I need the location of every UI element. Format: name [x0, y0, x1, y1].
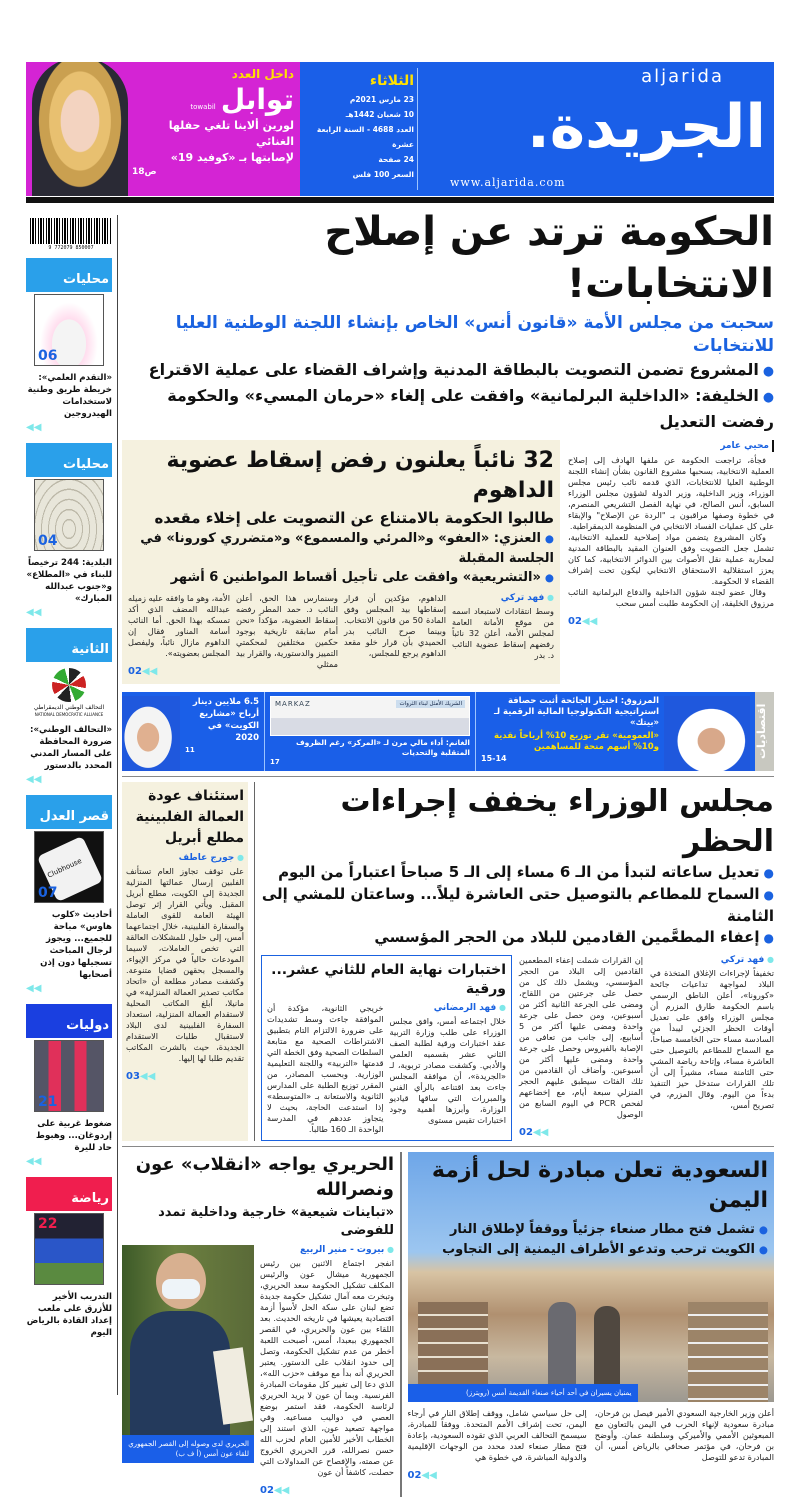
- economy-label: اقتصاديات: [755, 692, 774, 771]
- page-number: 07: [38, 885, 58, 901]
- paragraph: فجأة، تراجعت الحكومة عن ملفها الهادف إلى إصلاح العملية الانتخابية، بسحبها مشروع القانون بشأن إنشاء اللجنة الوطنية العليا للانتخابات، الذي قدمه نائب رئيس مجلس الوزراء، وزير الداخلية، وزير الدولة لشؤون مجلس الوزراء السابق، أنس الصالح، في نهاية الفصل التشريعي المنصرم، في خطوة وصفها مراقبون بـ "الردة عن الإصلاح" والإبقاء على كل عمليات الفساد الانتخابي في المنظومة الديمقراطية.: [568, 455, 774, 531]
- curfew-jump[interactable]: [519, 1120, 643, 1139]
- bullet-icon: ●: [544, 572, 554, 584]
- masthead: [26, 62, 774, 196]
- exams-columns: [267, 1003, 506, 1135]
- curfew-section: [261, 782, 774, 1141]
- yemen-photo: [408, 1152, 775, 1402]
- mp-story-box: [122, 440, 560, 684]
- mp-byline: ● فهد تركي: [452, 593, 554, 603]
- economy-band: [122, 692, 774, 771]
- yemen-section: [408, 1152, 775, 1497]
- sidebar-item[interactable]: [26, 795, 112, 994]
- curfew-column-wrap: [519, 955, 643, 1139]
- sidebar-divider: [117, 215, 118, 1395]
- bottom-row: [122, 1152, 774, 1497]
- page-number: 06: [38, 348, 58, 364]
- workers-byline: ● جورج عاطف: [126, 853, 244, 863]
- page-number: 21: [38, 1094, 58, 1110]
- person-figure: [594, 1306, 620, 1392]
- promo-label: داخل العدد: [231, 67, 294, 81]
- mp-bullet: [128, 568, 554, 588]
- sidebar-section-second[interactable]: الثانية: [26, 628, 112, 662]
- economy-photo-1: [664, 696, 750, 771]
- bullet-text: العنزي: «العفو» و«المرئي والمسموع» و«متضرري كورونا» في الجلسة المقبلة: [140, 531, 554, 566]
- mp-subhead: طالبوا الحكومة بالامتناع عن التصويت على إخلاء مقعده: [154, 509, 554, 527]
- page-number: 22: [38, 1216, 58, 1232]
- mp-jump[interactable]: [128, 659, 230, 678]
- sidebar-section-sports[interactable]: رياضة: [26, 1177, 112, 1211]
- arrow-icon: ◀◀: [141, 666, 158, 677]
- sidebar: [26, 258, 112, 1349]
- bullet-text: تشمل فتح مطار صنعاء جزئياً ووقفاً لإطلاق النار: [449, 1222, 755, 1237]
- economy-item-3[interactable]: [185, 692, 259, 771]
- mp-columns: [128, 593, 554, 678]
- bullet-text: تعديل ساعاته لتبدأ من الـ 6 مساء إلى الـ 5 صباحاً اعتباراً من اليوم: [278, 863, 760, 881]
- section-rule: [122, 1146, 774, 1147]
- curfew-bullet: [261, 884, 774, 927]
- promo-headline-1: لورين ألاينا تلغي حفلها الغنائي: [168, 119, 294, 148]
- lead-body: [568, 455, 774, 609]
- curfew-column: تخفيفاً لإجراءات الإغلاق المتخذة في البلاد لمواجهة تداعيات جائحة «كورونا»، أعلن الناطق الرسمي باسم الحكومة طارق المزرم أن مجلس الوزراء وافق على تعديل أوقات الحظر الجزئي ليبدأ من السادسة مساء حتى الخامسة صباحاً، مع السماح للمطاعم بالتوصيل حتى العاشرة مساء، وإتاحة رياضة المشي حتى الثامنة مساء، مشيراً إلى أن تلك القرارات ستدخل حيز التنفيذ بدءاً من اليوم. وقال المزرم، في تصريح أمس،: [650, 968, 774, 1110]
- sidebar-photo[interactable]: [34, 1040, 104, 1112]
- clubhouse-text: Clubhouse: [46, 856, 83, 880]
- hariri-photo-wrap: [122, 1245, 254, 1463]
- yemen-caption: يمنيان يسيران في أحد أحياء صنعاء القديمة أمس (رويترز): [408, 1384, 638, 1402]
- sidebar-item[interactable]: [26, 628, 112, 785]
- yemen-bullet: [414, 1220, 769, 1240]
- mp-column: وسنمارس هذا الحق، أعلن النائب د. حمد المطر رفضه إسقاط العضوية، مؤكداً «نحن أمام سابقة تاريخية بوجود حكمين مختلفين لمحكمتي التمييز والدستورية، والقرار بيد ممثلي: [236, 593, 338, 669]
- lead-byline: محيي عامر: [568, 440, 774, 452]
- page-number: 03: [126, 1071, 140, 1082]
- bullet-icon: ●: [763, 931, 774, 945]
- bullet-text: السماح للمطاعم بالتوصيل حتى العاشرة ليلاً... وساعتان للمشي إلى الثامنة: [261, 885, 774, 925]
- yemen-column-wrap: [408, 1408, 587, 1482]
- yemen-headline: السعودية تعلن مبادرة لحل أزمة اليمن: [431, 1158, 768, 1213]
- economy-headline: الغانم: أداء مالي مرن لـ «المركز» رغم الظروف المتقلبة والتحديات: [295, 738, 470, 757]
- sidebar-section-international[interactable]: دوليات: [26, 1004, 112, 1038]
- masthead-divider: [417, 68, 418, 190]
- arrow-icon: ◀◀: [581, 616, 598, 627]
- column-divider: [254, 782, 255, 1141]
- hariri-jump[interactable]: [260, 1478, 394, 1497]
- sidebar-item[interactable]: [26, 443, 112, 618]
- promo-brand-row: [132, 82, 294, 118]
- hariri-body-row: [122, 1245, 394, 1497]
- bullet-icon: ●: [763, 888, 774, 902]
- lead-jump[interactable]: [568, 609, 774, 628]
- page-number: 02: [519, 1127, 533, 1138]
- logo-en: aljarida: [641, 66, 724, 87]
- arrow-icon: ◀◀: [273, 1485, 290, 1496]
- price: السعر 100 فلس: [352, 170, 414, 179]
- promo-page: ص18: [132, 167, 157, 177]
- hariri-byline: ● بيروت - منير الربيع: [260, 1245, 394, 1255]
- curfew-row: [122, 782, 774, 1141]
- paragraph: وقال عضو لجنة شؤون الداخلية والدفاع البرلمانية النائب مرزوق الخليفة، إن الحكومة طلبت أمس سحب: [568, 587, 774, 608]
- bullet-text: الكويت ترحب وتدعو الأطراف اليمنية إلى التجاوب: [442, 1242, 755, 1257]
- economy-headline: 6.5 ملايين دينار أرباح «مشاريع الكويت» في 2020: [192, 697, 259, 743]
- curfew-bullet: [261, 862, 774, 884]
- workers-headline: استئناف عودة العمالة الفلبينية مطلع أبريل: [135, 788, 244, 846]
- promo-headline-2: لإصابتها بـ «كوفيد 19»: [170, 151, 294, 164]
- page-number: 02: [407, 1470, 422, 1481]
- sidebar-teaser[interactable]: البلدية: 244 ترخيصاً للبناء في «المطلاع» و«جنوب عبدالله المبارك»: [26, 558, 112, 604]
- website-url[interactable]: www.aljarida.com: [450, 176, 566, 189]
- bullet-text: «التشريعية» وافقت على تأجيل أقساط المواطنين 6 أشهر: [170, 570, 541, 585]
- sidebar-photo[interactable]: [34, 479, 104, 551]
- sidebar-teaser[interactable]: ضغوط غربية على إردوغان... وهبوط حاد لليرة: [36, 1119, 112, 1153]
- page-number: 02: [568, 616, 582, 627]
- exams-column: خلال اجتماعه أمس، وافق مجلس الوزراء على طلب وزارة التربية عقد اختبارات ورقية لطلبة الصف الثاني عشر بقسميه العلمي والأدبي. وكشفت مصادر تربوية، لـ «الجريدة»، أن موافقة المجلس جاءت بعد اقتناعه بالرأي الفني والمبررات التي ساقها قياديو الوزارة، وأبرزها أهمية وجود اختبارات تقيس مستوى: [389, 1016, 506, 1125]
- curfew-column: إن القرارات شملت إعفاء المطعمين القادمين إلى البلاد من الحجر المؤسسي، ويشمل ذلك كل من حصل على جرعتين من اللقاح، ومضى على الجرعة الثانية أكثر من أسبوعين، ومن حصل على جرعة واحدة ومضى عليها أكثر من 5 أسابيع، إلى جانب من تعافى من الإصابة بالفيروس وحصل على جرعة واحدة ومضى عليها أكثر من أسبوعين. وأضاف أن القادمين من تلك الفئات سيطبق عليهم الحجر المنزلي سبعة أيام، مع إخضاعهم لفحص PCR في اليوم السابع من الوصول: [519, 955, 643, 1119]
- building-icon: [688, 1302, 768, 1402]
- promo-brand: توابل: [220, 83, 294, 116]
- date-gregorian: 23 مارس 2021م: [349, 95, 414, 104]
- person-figure: [548, 1302, 576, 1392]
- bullet-icon: ●: [762, 390, 774, 405]
- curfew-byline: ● فهد تركي: [650, 955, 774, 965]
- exams-column: خريجي الثانوية، مؤكدة أن الموافقة جاءت وسط تشديدات على ضرورة الالتزام التام بتطبيق الاشتراطات الصحية مع متابعة السلطات الصحية وفق الخطة التي قدمتها «التربية» واللجنة التعليمية الوزارية. وبحسب المصادر، من المقرر توزيع الطلبة على المدارس الثانوية والاستعانة بـ «المتوسطة» إذا استدعت الحاجة، بحيث لا يتجاوز عددهم في المدرسة الواحدة الـ 160 طالباً.: [267, 1003, 384, 1134]
- economy-page: 15-14: [481, 754, 507, 763]
- promo-brand-en: towabil: [190, 103, 216, 111]
- workers-box: [122, 782, 248, 1141]
- main-column: [122, 206, 774, 1497]
- lead-column: [568, 440, 774, 628]
- mask-icon: [162, 1279, 200, 1299]
- mp-column: وسط انتقادات لاستبعاد اسمه من موقع الأمانة العامة لمجلس الأمة، أعلن 32 نائباً رفضهم إسقاط عضوية النائب د. بدر: [452, 606, 554, 660]
- section-rule: [122, 776, 774, 777]
- date-hijri: 10 شعبان 1442هـ: [345, 110, 414, 119]
- curfew-headline: مجلس الوزراء يخفف إجراءات الحظر: [340, 784, 774, 859]
- promo-photo: [32, 62, 128, 196]
- economy-page: 17: [270, 758, 280, 766]
- exams-headline: اختبارات نهاية العام للثاني عشر... ورقية: [271, 962, 506, 997]
- column-divider: [400, 1152, 402, 1497]
- exams-box: [261, 955, 512, 1141]
- bullet-icon: ●: [758, 1244, 768, 1256]
- sidebar-teaser[interactable]: «التقدم العلمي»: خريطة طريق وطنية لاستخدامات الهيدروجين: [27, 373, 112, 419]
- issue-number: العدد 4688 - السنة الرابعة عشرة: [316, 125, 414, 149]
- sidebar-section-local[interactable]: محليات: [26, 258, 112, 292]
- arrow-icon: ◀◀: [139, 1071, 156, 1082]
- economy-subhead: «العمومية» تقر توزيع 10% أرباحاً نقدية و10% أسهم منحة للمساهمين: [493, 731, 659, 752]
- hariri-body: انفجر اجتماع الاثنين بين رئيس الجمهورية ميشال عون والرئيس المكلف تشكيل الحكومة سعد الحريري، وتبخرت معه آمال تشكيل حكومة جديدة تضع لبنان على سكة الحل لأسوأ أزمة اقتصادية يعيشها في تاريخه الحديث. بعد اللقاء بين عون والحريري، في القصر الجمهوري ببعبدا، أمس، أصبحت اللعبة أخطر من عدم تشكيل الحكومة، وتصل إلى حدود انقلاب على الدستور. يعتبر الحريري أنه بدأ مع موقف «حزب الله»، الذي دعا إلى تغيير كل مقومات المبادرة الفرنسية. وبما أن عون لا يريد الحريري لرئاسة الحكومة، فقد استمر بوضع العصي في دواليب مساعيه. وفي مواجهة تصعيد عون، الذي استند إلى الخطاب الأخير للأمين العام لحزب الله حسن نصرالله، قرر الحريري الخروج عن صمته، والإفصاح عن المداولات التي حصلت، كاشفاً أن عون: [260, 1258, 394, 1477]
- alliance-logo-icon: [52, 668, 86, 702]
- arrow-icon: ◀◀: [532, 1127, 549, 1138]
- yemen-columns: [408, 1408, 775, 1482]
- curfew-body-row: [261, 955, 774, 1141]
- page-count: 24 صفحة: [378, 155, 414, 164]
- lead-bullet: [122, 384, 774, 434]
- economy-page: 11: [185, 746, 195, 754]
- arrow-icon: ◀◀: [26, 1156, 42, 1167]
- exams-byline: ● فهد الرمضاني: [390, 1003, 507, 1013]
- economy-photo-2: [270, 696, 470, 736]
- page-number: 02: [260, 1485, 274, 1496]
- sidebar-teaser[interactable]: «التحالف الوطني»: ضرورة المحافظة على المسار المدني المحدد بالدستور: [30, 725, 112, 771]
- workers-body: على توقف تجاوز العام تستأنف الفلبين إرسال عمالتها المنزلية الجديدة إلى الكويت، مطلع أبريل المقبل. ويأتي القرار إثر توصل الهيئة العامة للقوى العاملة والسفارة الفلبينية، خلال اجتماعهما أمس، إلى حلول للمشكلات العالقة التي تخص العاملات، لاسيما المودعات حالياً في مركز الإيواء، والمسجل بحقهن قضايا متنوعة. وكشفت مصادر مطلعة أن «اتحاد مكاتب تصدير العمالة المنزلية» في مانيلا، أبلغ المكاتب المحلية لاستقدام العمالة المنزلية، استعداد السفارة الفلبينية لدى البلاد لاستقبال طلبات الاستقدام الجديدة، حيث بالشرت المكاتب تقديم طلبا لها إليها.: [126, 866, 244, 1063]
- paragraph: وكان المشروع يتضمن مواد إصلاحية للعملية الانتخابية، تشمل جعل التصويت وفق العنوان المقيد بالبطاقة المدنية لمحاربة عملية نقل الأصوات بين الدوائر الانتخابية، كما كان يعزز استقلالية الاستحقاق الانتخابي ليكون تحت إشراف القضاء لا الحكومة.: [568, 532, 774, 586]
- sidebar-photo[interactable]: [34, 294, 104, 366]
- yemen-bullet: [414, 1240, 769, 1260]
- day-name: الثلاثاء: [369, 73, 414, 89]
- economy-item-2[interactable]: [270, 692, 470, 771]
- yemen-jump[interactable]: [408, 1463, 587, 1482]
- arrow-icon: ◀◀: [26, 774, 42, 785]
- page-number: 04: [38, 533, 58, 549]
- mp-column: الداهوم، مؤكدين أن قرار إسقاطها بيد المجلس وفق المادة 50 من قانون الانتخاب. وبينما صرح النائب بدر الحميدي بأن قرار خلو مقعد الداهوم يرجع للمجلس،: [344, 593, 446, 658]
- sidebar-photo[interactable]: [34, 831, 104, 903]
- bullet-icon: ●: [763, 866, 774, 880]
- bullet-icon: ●: [544, 533, 554, 545]
- mp-column-wrap: [128, 593, 230, 678]
- economy-divider: [264, 692, 265, 771]
- hariri-headline: الحريري يواجه «انقلاب» عون ونصرالله: [135, 1154, 394, 1200]
- bullet-text: الخليفة: «الداخلية البرلمانية» وافقت على إلغاء «حرمان المسيء» والحكومة رفضت التعديل: [167, 386, 774, 431]
- sidebar-item[interactable]: [26, 258, 112, 433]
- alliance-logo-text-en: NATIONAL DEMOCRATIC ALLIANCE: [34, 712, 104, 717]
- markaz-logo: MARKAZ: [275, 700, 311, 708]
- hariri-caption: الحريري لدى وصوله إلى القصر الجمهوري للقاء عون أمس (أ ف ب): [122, 1435, 254, 1463]
- yemen-text: [414, 1156, 769, 1260]
- bullet-text: المشروع تضمن التصويت بالبطاقة المدنية وإشراف القضاء على عملية الاقتراع: [148, 360, 759, 379]
- yemen-column: إلى حل سياسي شامل، ووقف إطلاق النار في أرجاء اليمن، تحت إشراف الأمم المتحدة. ووفقاً للمبادرة، سيسمح التحالف العربي الذي تقوده السعودية، بإعادة فتح مطار صنعاء لعدد محدد من الوجهات الإقليمية والدولية المباشرة، في خطوة هي: [407, 1408, 587, 1462]
- sidebar-section-local[interactable]: محليات: [26, 443, 112, 477]
- lead-subhead: سحبت من مجلس الأمة «قانون أنس» الخاص بإنشاء اللجنة الوطنية العليا للانتخابات: [175, 313, 774, 356]
- arrow-icon: ◀◀: [26, 422, 42, 433]
- logo-ar: الجريدة.: [526, 92, 766, 162]
- promo-box[interactable]: [26, 62, 300, 196]
- economy-photo-3: [122, 696, 180, 771]
- mp-bullet: [128, 529, 554, 568]
- barcode: [30, 218, 112, 244]
- economy-headline: المرزوق: اختيار الجائحة أثبت حصافة استراتيجية التكنولوجيا المالية الرقمية لـ «بيتك»: [493, 696, 659, 728]
- sidebar-teaser[interactable]: التدريب الأخير للأزرق على ملعب إعداد القادة بالرياض اليوم: [26, 1292, 112, 1338]
- exams-column-wrap: [390, 1003, 507, 1135]
- yemen-column: أعلن وزير الخارجية السعودي الأمير فيصل بن فرحان، مبادرة سعودية لإنهاء الحرب في اليمن بالتعاون مع المبعوثين الأممي والأميركي وسلطنة عمان. وأوضح بن فرحان، في مؤتمر صحافي بالرياض أمس، أن المبادرة تدعو للتوصل: [594, 1408, 774, 1462]
- mp-headline: 32 نائباً يعلنون رفض إسقاط عضوية الداهوم: [166, 448, 554, 503]
- bullet-icon: ●: [762, 364, 774, 379]
- economy-divider: [475, 692, 476, 771]
- page-number: 02: [128, 666, 142, 677]
- workers-jump[interactable]: [126, 1064, 244, 1083]
- barcode-number: 9 772079 850007: [48, 245, 94, 251]
- person-figure: [130, 1311, 230, 1435]
- curfew-bullet: [261, 927, 774, 949]
- arrow-icon: ◀◀: [26, 983, 42, 994]
- curfew-column-wrap: [650, 955, 774, 1111]
- sidebar-photo[interactable]: [34, 1213, 104, 1285]
- sidebar-section-court[interactable]: قصر العدل: [26, 795, 112, 829]
- hariri-text: [260, 1245, 394, 1497]
- masthead-blue: [300, 62, 774, 196]
- lead-headline: الحكومة ترتد عن إصلاح الانتخابات!: [324, 209, 774, 307]
- mp-column: الأمة، وهو ما وافقه عليه زميله عبدالله المضف الذي أكد تمسكه بهذا الحق. أما النائب أسامة المناور فقال إن الداهوم مازال نائباً، وليفصل المجلس بعضويته».: [128, 593, 230, 658]
- sidebar-teaser[interactable]: أحاديث «كلوب هاوس» مباحة للجميع... ويجوز لرجال المباحث تسجيلها دون إذن أصحابها: [40, 910, 112, 980]
- sidebar-item[interactable]: [26, 1004, 112, 1167]
- markaz-banner: الشريك الأمثل لبناء الثروات: [396, 700, 465, 708]
- arrow-icon: ◀◀: [26, 607, 42, 618]
- masthead-rule: [26, 197, 774, 203]
- economy-item-1[interactable]: [481, 692, 659, 771]
- hariri-section: [122, 1152, 394, 1497]
- promo-text: [132, 67, 294, 178]
- alliance-logo-text: التحالف الوطني الديمقراطي: [33, 704, 105, 711]
- mp-column-wrap: [452, 593, 554, 678]
- hariri-subhead: «تباينات شيعية» خارجية وداخلية تمدد للفوضى: [158, 1205, 394, 1238]
- lead-bullet: [122, 358, 774, 384]
- arrow-icon: ◀◀: [421, 1470, 437, 1481]
- bullet-icon: ●: [758, 1224, 768, 1236]
- bullet-text: إعفاء المطعَّمين القادمين للبلاد من الحجر المؤسسي: [374, 928, 760, 946]
- date-block: [304, 70, 414, 182]
- lead-row: [122, 440, 774, 684]
- sidebar-item[interactable]: [26, 1177, 112, 1339]
